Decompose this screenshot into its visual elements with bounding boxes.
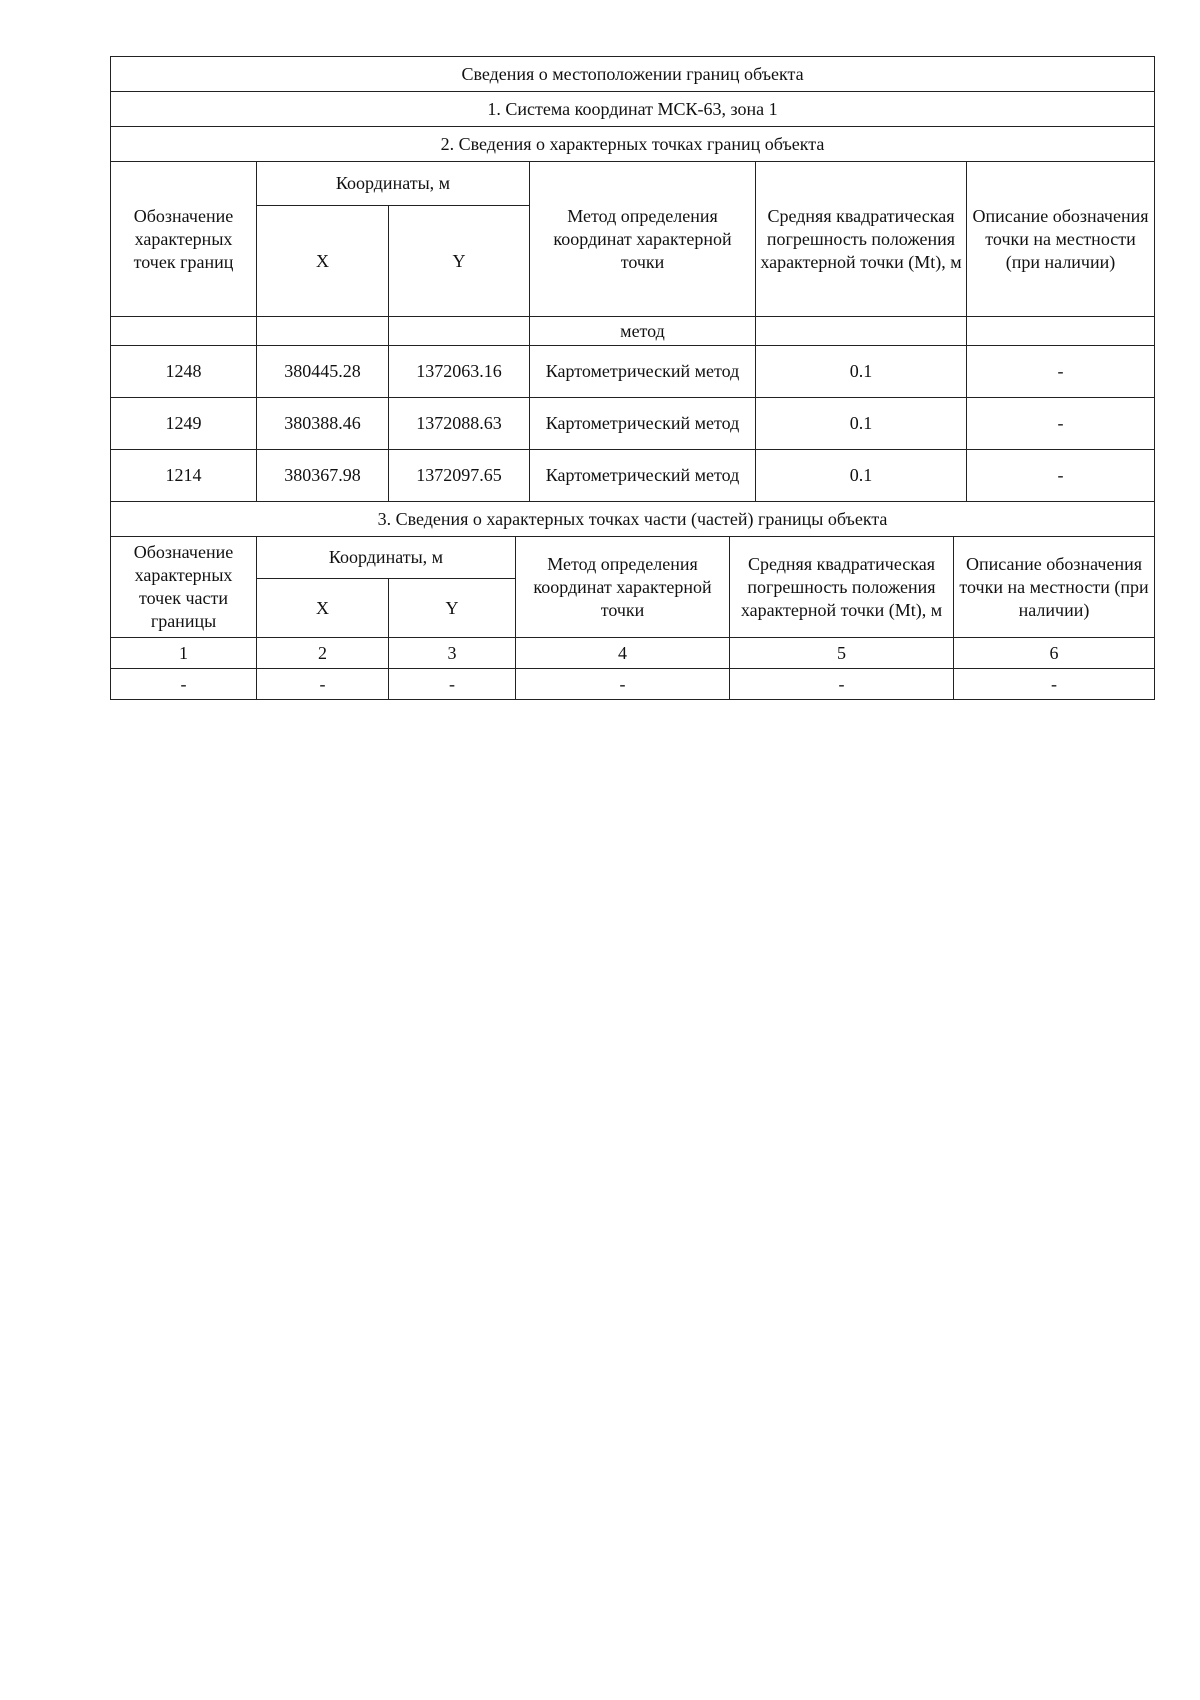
method-cell: Картометрический метод [530, 346, 756, 398]
header-x: X [257, 206, 389, 317]
empty-cell: - [730, 669, 954, 700]
error-cell: 0.1 [756, 450, 967, 502]
column-number: 1 [111, 638, 257, 669]
empty-cell: - [257, 669, 389, 700]
partial-row [111, 317, 1155, 346]
partial-cell [756, 317, 967, 346]
header-x: X [257, 579, 389, 638]
coord-y: 1372088.63 [389, 398, 530, 450]
section-2-title: 2. Сведения о характерных точках границ объекта [111, 127, 1155, 162]
document-title: Сведения о местоположении границ объекта [111, 57, 1155, 92]
point-number: 1214 [111, 450, 257, 502]
coord-y: 1372063.16 [389, 346, 530, 398]
coord-y: 1372097.65 [389, 450, 530, 502]
header-coordinates: Координаты, м [257, 162, 530, 206]
header-description: Описание обозначения точки на местности (при наличии) [954, 537, 1155, 638]
column-number: 4 [516, 638, 730, 669]
table-row [111, 346, 1155, 398]
column-number: 3 [389, 638, 516, 669]
header-error: Средняя квадратическая погрешность положения характерной точки (Mt), м [756, 162, 967, 317]
header-method: Метод определения координат характерной точки [516, 537, 730, 638]
description-cell: - [967, 346, 1155, 398]
header-y: Y [389, 579, 516, 638]
table-row [111, 669, 1155, 700]
document-page [110, 56, 1154, 700]
partial-method-cell: метод [530, 317, 756, 346]
coord-x: 380388.46 [257, 398, 389, 450]
partial-cell [111, 317, 257, 346]
table-row [111, 450, 1155, 502]
empty-cell: - [111, 669, 257, 700]
error-cell: 0.1 [756, 346, 967, 398]
header-y: Y [389, 206, 530, 317]
header-designation: Обозначение характерных точек границ [111, 162, 257, 317]
empty-cell: - [389, 669, 516, 700]
header-method: Метод определения координат характерной точки [530, 162, 756, 317]
empty-cell: - [954, 669, 1155, 700]
column-number-row [111, 638, 1155, 669]
column-number: 2 [257, 638, 389, 669]
point-number: 1248 [111, 346, 257, 398]
coord-x: 380445.28 [257, 346, 389, 398]
method-cell: Картометрический метод [530, 398, 756, 450]
header-description: Описание обозначения точки на местности (при наличии) [967, 162, 1155, 317]
partial-cell [389, 317, 530, 346]
column-number: 5 [730, 638, 954, 669]
error-cell: 0.1 [756, 398, 967, 450]
table-row [111, 398, 1155, 450]
method-cell: Картометрический метод [530, 450, 756, 502]
partial-cell [967, 317, 1155, 346]
point-number: 1249 [111, 398, 257, 450]
section-3-title: 3. Сведения о характерных точках части (частей) границы объекта [111, 502, 1155, 537]
part-boundary-points-table [110, 501, 1155, 700]
partial-cell [257, 317, 389, 346]
description-cell: - [967, 398, 1155, 450]
coord-x: 380367.98 [257, 450, 389, 502]
empty-cell: - [516, 669, 730, 700]
boundary-points-table [110, 56, 1155, 502]
coordinate-system: 1. Система координат МСК-63, зона 1 [111, 92, 1155, 127]
header-designation: Обозначение характерных точек части границы [111, 537, 257, 638]
header-error: Средняя квадратическая погрешность положения характерной точки (Mt), м [730, 537, 954, 638]
description-cell: - [967, 450, 1155, 502]
header-coordinates: Координаты, м [257, 537, 516, 579]
column-number: 6 [954, 638, 1155, 669]
